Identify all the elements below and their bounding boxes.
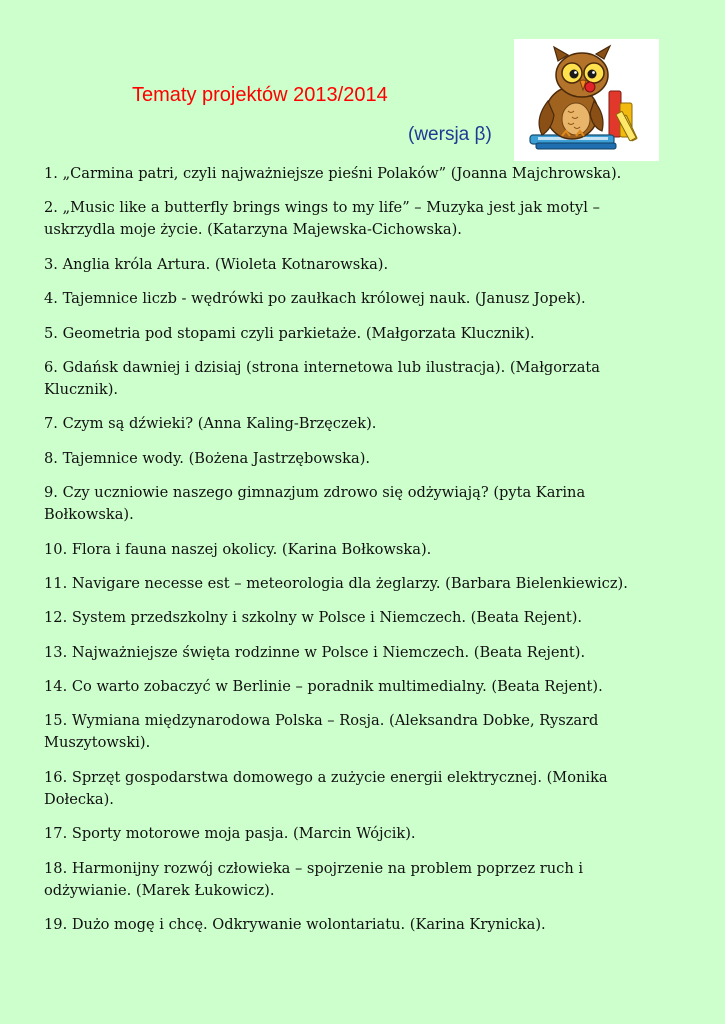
version-label: (wersja β) [408, 124, 492, 145]
owl-illustration [514, 39, 659, 161]
list-item: 6. Gdańsk dawniej i dzisiaj (strona internetowa lub ilustracja). (Małgorzata Klucznik). [44, 358, 600, 398]
list-item: 1. „Carmina patri, czyli najważniejsze pieśni Polaków” (Joanna Majchrowska). [44, 165, 622, 182]
list-item: 16. Sprzęt gospodarstwa domowego a zużycie energii elektrycznej. (Monika Dołecka). [44, 768, 608, 808]
list-item: 17. Sporty motorowe moja pasja. (Marcin Wójcik). [44, 825, 416, 843]
list-item: 8. Tajemnice wody. (Bożena Jastrzębowska). [44, 449, 371, 467]
list-item: 12. System przedszkolny i szkolny w Polsce i Niemczech. (Beata Rejent). [44, 609, 583, 627]
topic-list [44, 163, 664, 948]
list-item: 2. „Music like a butterfly brings wings to my life” – Muzyka jest jak motyl – uskrzydla moje życie. (Katarzyna Majewska-Cichowska). [44, 199, 600, 239]
list-item: 9. Czy uczniowie naszego gimnazjum zdrowo się odżywiają? (pyta Karina Bołkowska). [44, 484, 586, 524]
list-item: 15. Wymiana międzynarodowa Polska – Rosja. (Aleksandra Dobke, Ryszard Muszytowski). [44, 712, 599, 752]
list-item: 3. Anglia króla Artura. (Wioleta Kotnarowska). [44, 255, 389, 273]
list-item: 4. Tajemnice liczb - wędrówki po zaułkach królowej nauk. (Janusz Jopek). [44, 290, 586, 308]
list-item: 11. Navigare necesse est – meteorologia dla żeglarzy. (Barbara Bielenkiewicz). [44, 574, 628, 592]
list-item: 18. Harmonijny rozwój człowieka – spojrzenie na problem poprzez ruch i odżywianie. (Marek Łukowicz). [44, 859, 584, 899]
owl-on-books-icon [514, 39, 659, 161]
list-item: 14. Co warto zobaczyć w Berlinie – poradnik multimedialny. (Beata Rejent). [44, 678, 603, 696]
list-item: 5. Geometria pod stopami czyli parkietaże. (Małgorzata Klucznik). [44, 324, 535, 342]
list-item: 7. Czym są dźwieki? (Anna Kaling-Brzęczek). [44, 415, 377, 433]
page-title: Tematy projektów 2013/2014 [132, 84, 388, 106]
list-item: 10. Flora i fauna naszej okolicy. (Karina Bołkowska). [44, 540, 432, 558]
list-item: 13. Najważniejsze święta rodzinne w Polsce i Niemczech. (Beata Rejent). [44, 643, 586, 661]
list-item: 19. Dużo mogę i chcę. Odkrywanie wolontariatu. (Karina Krynicka). [44, 916, 546, 934]
